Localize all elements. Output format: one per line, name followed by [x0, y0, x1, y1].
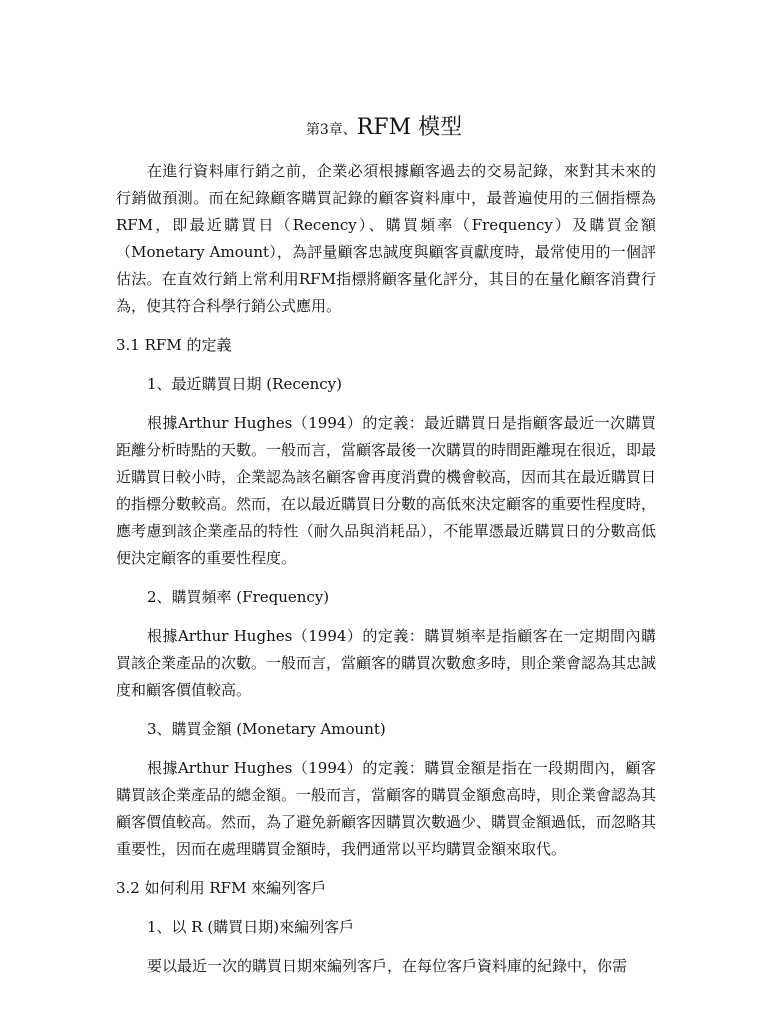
paragraph-recency: 根據Arthur Hughes（1994）的定義：最近購買日是指顧客最近一次購買距離分析時點的天數。一般而言，當顧客最後一次購買的時間距離現在很近，即最近購買日較小時，企業認為該名顧客會再度消費的機會較高，因而其在最近購買日的指標分數較高。然而，在以最近購買日分數的高低來決定顧客的重要性程度時，應考慮到該企業產品的特性（耐久品與消耗品），不能單憑最近購買日的分數高低便決定顧客的重要性程度。: [116, 414, 657, 567]
subheading-r-purchase-date: 1、以 R (購買日期)來編列客戶: [147, 918, 355, 936]
chapter-prefix: 第3章、: [305, 122, 357, 138]
intro-paragraph: 在進行資料庫行銷之前，企業必須根據顧客過去的交易記錄，來對其未來的行銷做預測。而在紀錄顧客購買記錄的顧客資料庫中，最普遍使用的三個指標為RFM，即最近購買日（Recency）、購買頻率（Frequency）及購買金額（Monetary Amount），為評量顧客忠誠度與顧客貢獻度時，最常使用的一個評估法。在直效行銷上常利用RFM指標將顧客量化評分，其目的在量化顧客消費行為，使其符合科學行銷公式應用。: [116, 162, 656, 315]
subheading-frequency: 2、購買頻率 (Frequency): [147, 588, 330, 606]
paragraph-r-purchase-date: 要以最近一次的購買日期來編列客戶，在每位客戶資料庫的紀錄中，你需: [147, 957, 628, 975]
subheading-monetary: 3、購買金額 (Monetary Amount): [147, 720, 386, 738]
chapter-title: [0, 112, 768, 146]
document-body: [116, 158, 656, 980]
subheading-recency: 1、最近購買日期 (Recency): [147, 375, 343, 393]
section-heading-3-1: 3.1 RFM 的定義: [116, 336, 232, 354]
paragraph-monetary: 根據Arthur Hughes（1994）的定義：購買金額是指在一段期間內，顧客購買該企業產品的總金額。一般而言，當顧客的購買金額愈高時，則企業會認為其顧客價值較高。然而，為了避免新顧客因購買次數過少、購買金額過低，而忽略其重要性，因而在處理購買金額時，我們通常以平均購買金額來取代。: [116, 759, 657, 858]
chapter-name: RFM 模型: [356, 115, 463, 140]
section-heading-3-2: 3.2 如何利用 RFM 來編列客戶: [116, 879, 327, 897]
paragraph-frequency: 根據Arthur Hughes（1994）的定義：購買頻率是指顧客在一定期間內購買該企業產品的次數。一般而言，當顧客的購買次數愈多時，則企業會認為其忠誠度和顧客價值較高。: [116, 627, 657, 699]
